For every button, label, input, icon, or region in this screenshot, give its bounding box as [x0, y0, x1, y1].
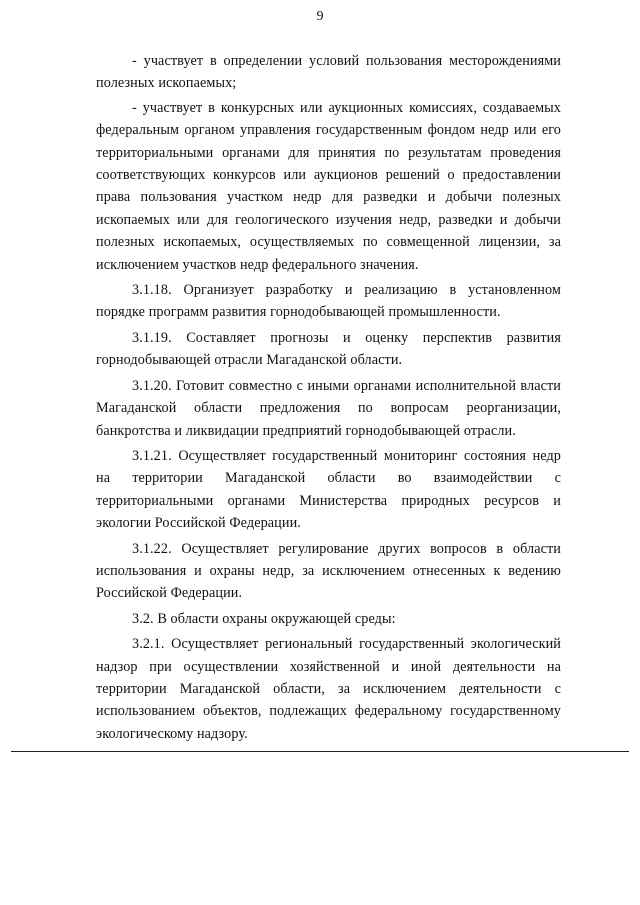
- page-number: 9: [316, 9, 324, 24]
- paragraph-3-2-heading: 3.2. В области охраны окружающей среды:: [132, 610, 396, 627]
- paragraph-3-1-21: 3.1.21. Осуществляет государственный мониторинг состояния недр на территории Магаданской области во взаимодействии с территориальными органами Министерства природных ресурсов и экологии Российской Федерации.: [96, 447, 561, 532]
- paragraph-3-1-19: 3.1.19. Составляет прогнозы и оценку перспектив развития горнодобывающей отрасли Магаданской области.: [96, 329, 561, 369]
- paragraph-auction-commissions: - участвует в конкурсных или аукционных комиссиях, создаваемых федеральным органом управления государственным фондом недр или его территориальными органами для принятия по результатам проведения соответствующих конкурсов или аукционов решений о предоставлении права пользования участком недр для разведки и добычи полезных ископаемых или для геологического изучения недр, разведки и добычи полезных ископаемых, осуществляемых по совмещенной лицензии, за исключением участков недр федерального значения.: [96, 99, 561, 273]
- paragraph-3-1-18: 3.1.18. Организует разработку и реализацию в установленном порядке программ развития горнодобывающей промышленности.: [96, 282, 561, 321]
- paragraph-3-1-22: 3.1.22. Осуществляет регулирование других вопросов в области использования и охраны недр, за исключением отнесенных к ведению Российской Федерации.: [96, 540, 561, 602]
- paragraph-deposit-conditions: - участвует в определении условий пользования месторождениями полезных ископаемых;: [96, 53, 561, 92]
- bottom-divider: [11, 751, 629, 752]
- paragraph-3-2-1: 3.2.1. Осуществляет региональный государственный экологический надзор при осуществлении хозяйственной и иной деятельности на территории Магаданской области, за исключением деятельности с использованием объектов, подлежащих федеральному государственному экологическому надзору.: [96, 636, 561, 742]
- document-body: [96, 50, 561, 747]
- paragraph-3-1-20: 3.1.20. Готовит совместно с иными органами исполнительной власти Магаданской области предложения по вопросам реорганизации, банкротства и ликвидации предприятий горнодобывающей отрасли.: [96, 377, 561, 439]
